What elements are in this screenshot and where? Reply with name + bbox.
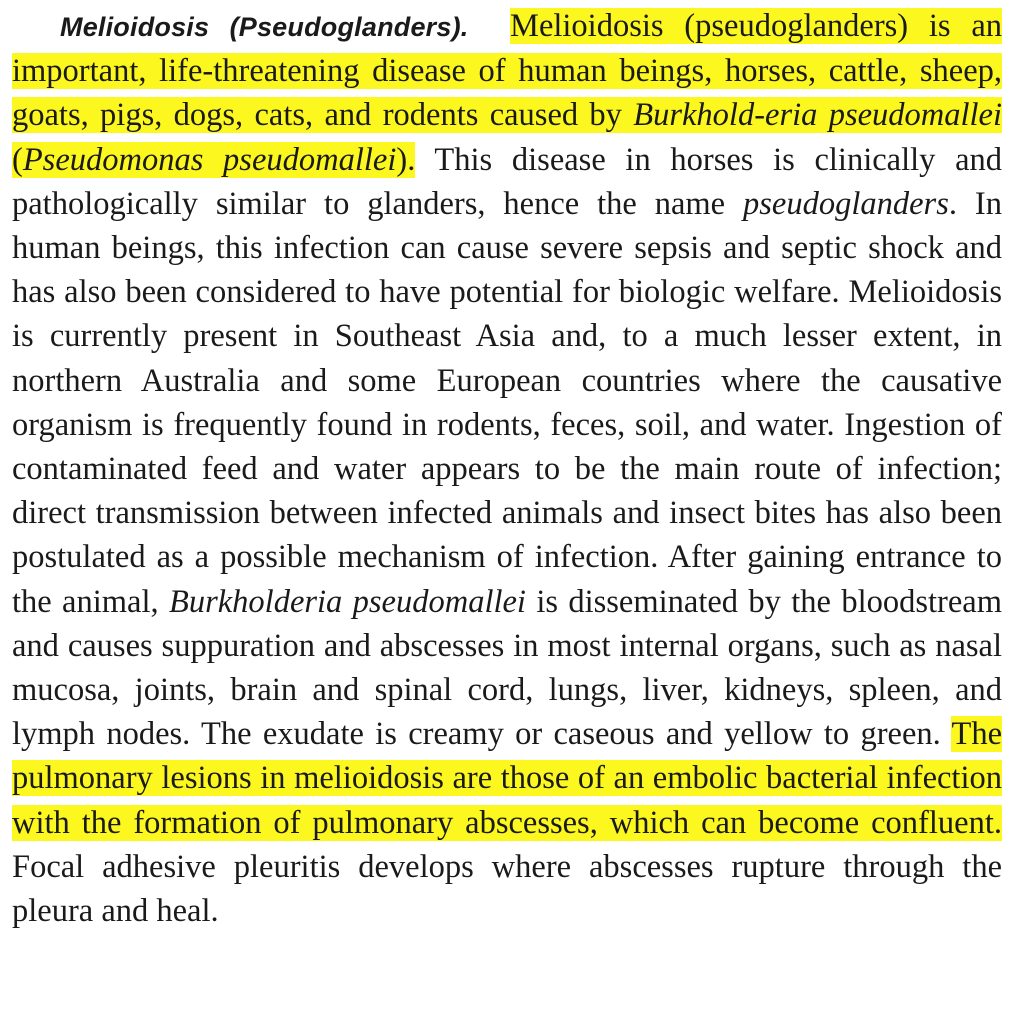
document-page bbox=[12, 4, 1002, 933]
highlight-1-text-c: ( bbox=[12, 141, 23, 178]
highlight-1-text-a: Melioidosis (pseudoglanders) is an important, life-threatening disease of human beings, horses, cattle, sheep, goats, pigs, dogs, cats, and rodents caused by bbox=[12, 8, 1002, 134]
melioidosis-paragraph bbox=[12, 4, 1002, 933]
highlighted-sentence-2: The pulmonary lesions in melioidosis are those of an embolic bacterial infection with the formation of pulmonary abscesses, which can become confluent. bbox=[12, 716, 1002, 841]
highlight-1-organism-name: Burkhold-eria pseudomallei bbox=[633, 97, 1003, 134]
highlight-1-organism-synonym: Pseudomonas pseudomallei bbox=[22, 141, 397, 178]
italic-organism-name: Burkholderia pseudomallei bbox=[168, 583, 526, 620]
body-text-2: . In human beings, this infection can cause severe sepsis and septic shock and has also been considered to have potential for biologic welfare. Melioidosis is currently present in Southeast Asia and, to a much lesser extent, in northern Australia and some European countries where the causative organism is frequently found in rodents, feces, soil, and water. Ingestion of contaminated feed and water appears to be the main route of infection; direct transmission between infected animals and insect bites has also been postulated as a possible mechanism of infection. After gaining entrance to the animal, bbox=[12, 185, 1002, 620]
section-heading: Melioidosis (Pseudoglanders). bbox=[60, 12, 469, 42]
body-text-1: This disease in horses is clinically and pathologically similar to glanders, hence the name bbox=[12, 141, 1003, 222]
italic-term-pseudoglanders: pseudoglanders bbox=[743, 185, 949, 222]
highlight-1-text-e: ). bbox=[396, 141, 416, 178]
body-text-4: Focal adhesive pleuritis develops where abscesses rupture through the pleura and heal. bbox=[12, 848, 1002, 930]
body-text-3: is disseminated by the bloodstream and causes suppuration and abscesses in most internal organs, such as nasal mucosa, joints, brain and spinal cord, lungs, liver, kidneys, spleen, and lymph nodes. The exudate is creamy or caseous and yellow to green. bbox=[12, 583, 1002, 753]
